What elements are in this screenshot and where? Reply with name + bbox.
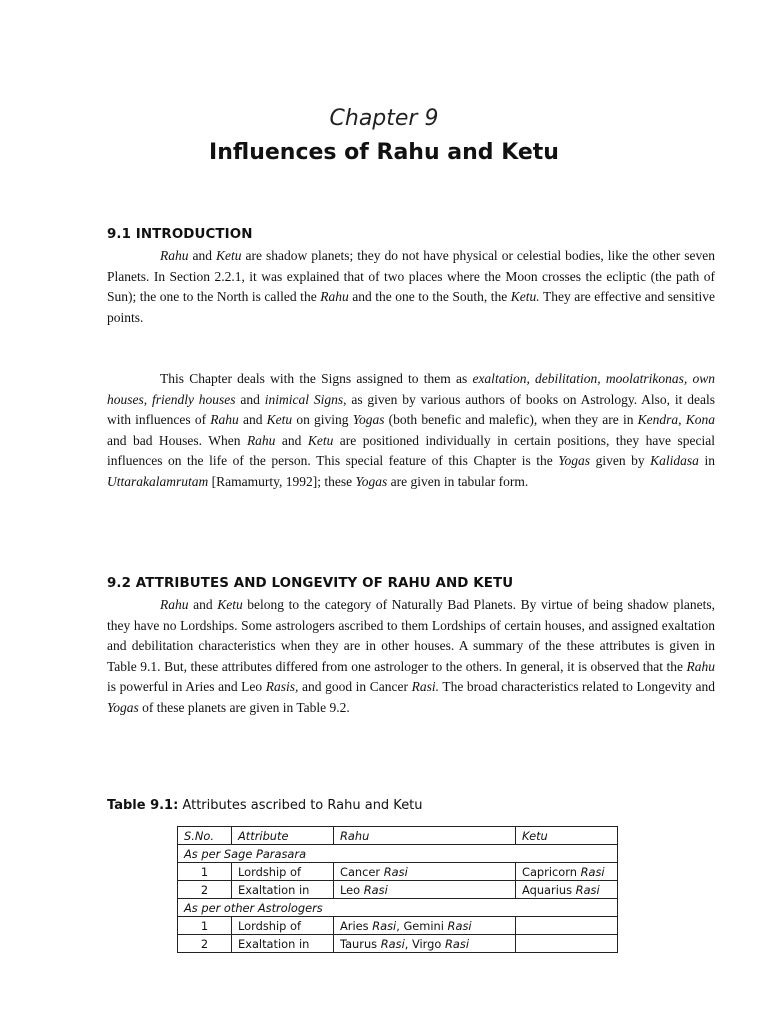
- italic-term: Kendra, Kona: [637, 412, 715, 428]
- italic-term: Rahu: [160, 597, 189, 612]
- table-cell-ketu: [516, 863, 618, 881]
- italic-term: Rasi: [447, 918, 472, 933]
- chapter-title: Influences of Rahu and Ketu: [209, 140, 559, 165]
- attributes-paragraph: [107, 595, 715, 719]
- section-heading-introduction: 9.1 INTRODUCTION: [107, 227, 253, 242]
- text-run: Leo: [340, 882, 364, 897]
- text-run: They are effective and sensitive points.: [107, 289, 715, 325]
- italic-term: Ketu.: [510, 289, 540, 305]
- text-run: and good in Cancer: [298, 679, 412, 695]
- text-run: on giving: [292, 412, 353, 428]
- italic-term: Rasi: [380, 936, 405, 951]
- table-row: [178, 917, 618, 935]
- text-run: , Virgo: [404, 936, 445, 951]
- italic-term: Rahu: [210, 412, 239, 428]
- italic-term: Ketu: [217, 597, 243, 612]
- text-run: , as given by various authors of books on Astrology. Also, it deals with influences of: [107, 391, 715, 428]
- text-run: of these planets are given in Table 9.2.: [138, 699, 350, 715]
- italic-term: Rahu: [160, 248, 189, 263]
- table-cell-ketu: [516, 917, 618, 935]
- table-header-cell: Rahu: [334, 827, 516, 845]
- intro-paragraph-1: [107, 246, 715, 328]
- italic-term: Rasi: [445, 936, 469, 951]
- table-cell-attribute: Lordship of: [232, 863, 334, 881]
- chapter-label: Chapter 9: [329, 106, 439, 131]
- italic-term: Yogas: [107, 699, 139, 715]
- text-run: Cancer: [340, 864, 384, 879]
- table-row: [178, 863, 618, 881]
- text-run: Aquarius: [522, 882, 576, 897]
- table-header-row: [178, 827, 618, 845]
- table-header-cell: Ketu: [516, 827, 618, 845]
- text-run: Capricorn: [522, 864, 581, 879]
- italic-term: Yogas: [355, 473, 388, 489]
- table-caption-label: Table 9.1:: [107, 798, 179, 813]
- table-cell-sno: 1: [178, 863, 232, 881]
- table-row: [178, 935, 618, 953]
- text-run: belong to the category of Naturally Bad Planets. By virtue of being shadow planets, they have no Lordships. Some astrologers ascribed to them Lordships of certain houses, and assigned exaltation and debilitation characteristics when they are in other houses. A summary of the these attributes is given in Table 9.1. But, these attributes differed from one astrologer to the others. In general, it is observed that the: [107, 597, 715, 674]
- text-run: , Gemini: [396, 918, 448, 933]
- table-cell-ketu: [516, 935, 618, 953]
- table-cell-attribute: Exaltation in: [232, 881, 334, 899]
- text-run: and bad Houses. When: [107, 432, 247, 448]
- attributes-table: [177, 826, 618, 953]
- table-cell-rahu: [334, 935, 516, 953]
- text-run: Aries: [340, 918, 373, 933]
- table-cell-sno: 1: [178, 917, 232, 935]
- text-run: and: [188, 597, 218, 612]
- italic-term: Rasi: [372, 918, 397, 933]
- table-cell-attribute: Lordship of: [232, 917, 334, 935]
- table-group-label: As per Sage Parasara: [178, 845, 618, 863]
- text-run: (both benefic and malefic), when they are in: [384, 412, 638, 428]
- text-run: and the one to the South, the: [348, 289, 511, 305]
- table-cell-sno: 2: [178, 881, 232, 899]
- italic-term: Rahu: [686, 658, 715, 674]
- text-run: and: [188, 248, 216, 263]
- italic-term: Rasi: [575, 882, 600, 897]
- italic-term: Uttarakalamrutam: [107, 473, 209, 489]
- text-run: in: [698, 453, 715, 469]
- table-row: [178, 881, 618, 899]
- italic-term: Rasi: [580, 864, 605, 879]
- text-run: and: [235, 391, 265, 407]
- italic-term: Kalidasa: [650, 453, 699, 469]
- italic-term: Rahu: [320, 289, 349, 305]
- text-run: are given in tabular form.: [387, 473, 529, 489]
- table-group-row: [178, 845, 618, 863]
- italic-term: Rahu: [246, 432, 276, 448]
- text-run: given by: [590, 453, 651, 469]
- text-run: is powerful in Aries and Leo: [107, 679, 266, 695]
- table-cell-ketu: [516, 881, 618, 899]
- italic-term: inimical Signs: [264, 391, 344, 407]
- table-cell-rahu: [334, 917, 516, 935]
- table-header-cell: Attribute: [232, 827, 334, 845]
- italic-term: Yogas: [352, 412, 385, 428]
- italic-term: Ketu: [266, 412, 293, 428]
- italic-term: Rasi.: [411, 679, 439, 695]
- table-group-row: [178, 899, 618, 917]
- text-run: and: [238, 412, 267, 428]
- italic-term: exaltation, debilitation, moolatrikonas, own houses, friendly houses: [107, 371, 715, 407]
- text-run: and: [275, 432, 308, 448]
- text-run: Taurus: [340, 936, 381, 951]
- table-cell-rahu: [334, 881, 516, 899]
- italic-term: Ketu: [307, 432, 334, 448]
- table-cell-sno: 2: [178, 935, 232, 953]
- italic-term: Ketu: [216, 248, 242, 263]
- text-run: [Ramamurty, 1992]; these: [208, 473, 356, 489]
- table-cell-rahu: [334, 863, 516, 881]
- italic-term: Rasis,: [265, 679, 299, 695]
- text-run: are shadow planets; they do not have physical or celestial bodies, like the other seven Planets. In Section 2.2.1, it was explained that of two places where the Moon crosses the ecliptic (the path of Sun); the one to the North is called the: [107, 248, 715, 305]
- text-run: The broad characteristics related to Longevity and: [438, 679, 716, 695]
- table-caption: [107, 798, 423, 813]
- table-header-cell: S.No.: [178, 827, 232, 845]
- italic-term: Rasi: [383, 864, 408, 879]
- intro-paragraph-2: [107, 369, 715, 493]
- text-run: are positioned individually in certain positions, they have special influences on the life of the person. This special feature of this Chapter is the: [107, 432, 715, 469]
- italic-term: Yogas: [558, 453, 591, 469]
- attributes-table-body: [178, 827, 618, 953]
- table-group-label: As per other Astrologers: [178, 899, 618, 917]
- italic-term: Rasi: [363, 882, 388, 897]
- text-run: This Chapter deals with the Signs assigned to them as: [160, 371, 473, 386]
- table-cell-attribute: Exaltation in: [232, 935, 334, 953]
- table-caption-text: Attributes ascribed to Rahu and Ketu: [178, 798, 423, 813]
- section-heading-attributes: 9.2 ATTRIBUTES AND LONGEVITY OF RAHU AND KETU: [107, 576, 514, 591]
